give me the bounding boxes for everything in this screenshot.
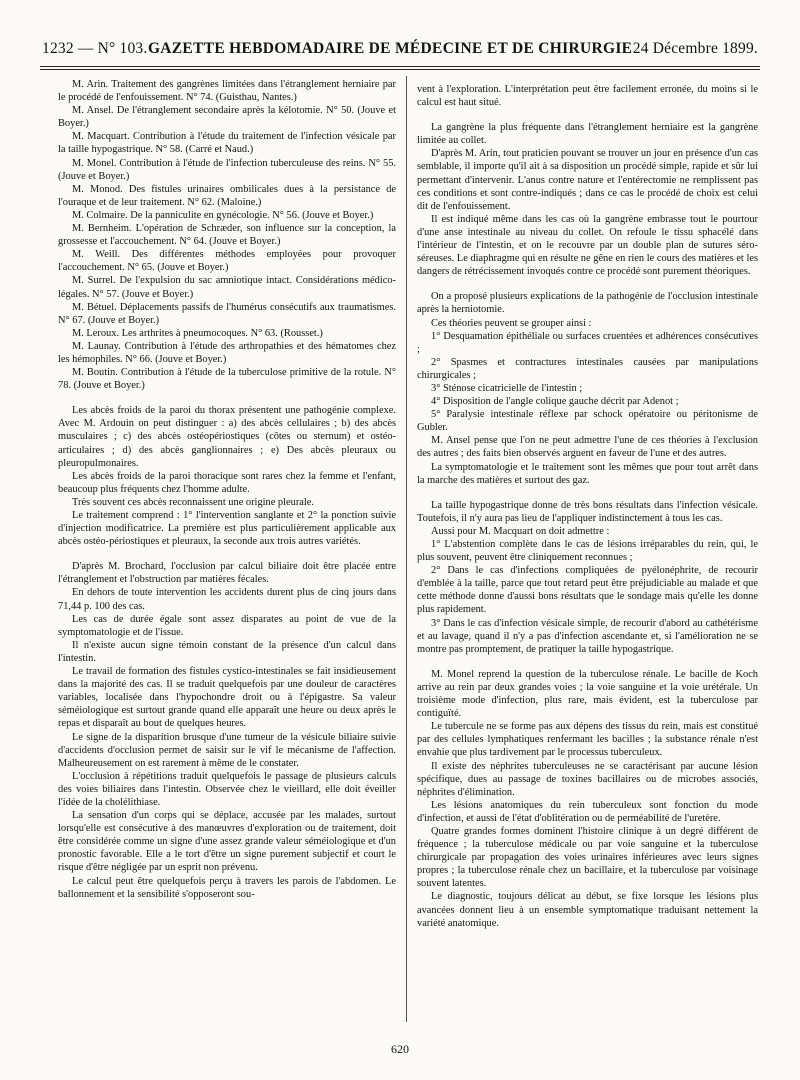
bib-entry: M. Arin. Traitement des gangrènes limitées dans l'étranglement herniaire par le procédé de l'enfouissement. N° 74. (Guisthau, Nantes.) bbox=[58, 79, 396, 104]
list-item: 2° Dans le cas d'infections compliquées de pyélonéphrite, de recourir d'emblée à la taille, parce que tout retard peut être préjudiciable au malade et que cette méthode donne d'aussi bons résultats que le sondage mais qu'elle les donne plus rapidement. bbox=[417, 565, 758, 616]
paragraph: D'après M. Arin, tout praticien pouvant se trouver un jour en présence d'un cas semblable, il importe qu'il ait à sa disposition un procédé simple, rapide et sûr lui permettant d'intervenir. L'anus contre nature et l'entérectomie ne remplissent pas ces conditions et sont contre-indiqués ; dans ce cas le procédé de choix est celui dit de l'enfouissement. bbox=[417, 148, 758, 212]
bib-entry: M. Surrel. De l'expulsion du sac amniotique intact. Considérations médico-légales. N° 57. (Jouve et Boyer.) bbox=[58, 275, 396, 300]
journal-title: GAZETTE HEBDOMADAIRE DE MÉDECINE ET DE CHIRURGIE bbox=[147, 40, 633, 57]
header-rule bbox=[40, 66, 760, 70]
section-gap bbox=[417, 278, 758, 290]
list-item: 1° L'abstention complète dans le cas de lésions irréparables du rein, qui, le plus souvent, peuvent être cliniquement reconnues ; bbox=[417, 539, 758, 564]
issue-date: 24 Décembre 1899. bbox=[632, 40, 758, 57]
paragraph: M. Monel reprend la question de la tuberculose rénale. Le bacille de Koch arrive au rein par deux grandes voies ; la voie sanguine et la voie urétérale. Un troisième mode d'infection, plus rare, mais évident, est la tuberculose par contiguïté. bbox=[417, 668, 758, 720]
paragraph: Le signe de la disparition brusque d'une tumeur de la vésicule biliaire suivie d'accidents d'occlusion permet de saisir sur le vif le mécanisme de l'affection. Malheureusement on est rarement à même de le constater. bbox=[58, 731, 396, 769]
page-number: 620 bbox=[391, 1042, 409, 1056]
section-thorax bbox=[58, 404, 396, 548]
paragraph: La sensation d'un corps qui se déplace, accusée par les malades, surtout lorsqu'elle est consécutive à des manœuvres d'exploration ou de traitement, doit être considérée comme un signe d'une assez grande valeur séméiologique et d'un pronostic favorable. Elle a le tort d'être un signe purement subjectif et court le risque d'être négligée par un esprit non prévenu. bbox=[58, 810, 396, 874]
paragraph: Les cas de durée égale sont assez disparates au point de vue de la symptomatologie et de l'issue. bbox=[58, 613, 396, 638]
list-item: 1° Desquamation épithéliale ou surfaces cruentées et adhérences consécutives ; bbox=[417, 330, 758, 355]
list-item: 4° Disposition de l'angle colique gauche décrit par Adenot ; bbox=[431, 396, 679, 408]
paragraph: Le tubercule ne se forme pas aux dépens des tissus du rein, mais est constitué par des cellules lymphatiques renfermant les bacilles ; la substance rénale n'est envahie que plus tardivement par le processus tuberculeux. bbox=[417, 721, 758, 759]
paragraph: On a proposé plusieurs explications de la pathogénie de l'occlusion intestinale après la herniotomie. bbox=[417, 291, 758, 316]
bib-entry: M. Weill. Des différentes méthodes employées pour provoquer l'accouchement. N° 65. (Jouve et Boyer.) bbox=[58, 249, 396, 274]
running-header bbox=[42, 40, 758, 62]
paragraph: Quatre grandes formes dominent l'histoire clinique à un degré différent de fréquence ; la tuberculose médicale ou par voie sanguine et la tuberculose chirurgicale par propagation des voies urinaires inférieures avec leurs signes propres ; la tuberculose rénale chez un bacillaire, et la tuberculose par voisinage souvent latentes. bbox=[417, 825, 758, 890]
bib-entry: M. Leroux. Les arthrites à pneumocoques. N° 63. (Rousset.) bbox=[72, 327, 323, 339]
paragraph: D'après M. Brochard, l'occlusion par calcul biliaire doit être placée entre l'étranglement et l'obstruction par matières fécales. bbox=[58, 561, 396, 586]
section-tuberculose bbox=[417, 668, 758, 930]
paragraph: Le travail de formation des fistules cystico-intestinales se fait insidieusement dans la majorité des cas. Il se traduit quelquefois par une douleur de caractères variables, localisée dans l'hypochondre droit ou à l'épigastre. Sa valeur séméiologique est surtout grande quand elle apparaît une heure ou deux après le repas et disparaît au bout de quelques heures. bbox=[58, 666, 396, 730]
list-item: 3° Dans le cas d'infection vésicale simple, de recourir d'abord au cathétérisme et au lavage, quand il n'y a pas d'infection ascendante et, si l'amélioration ne se montre pas promptement, de pratiquer la taille hypogastrique. bbox=[417, 617, 758, 655]
paragraph: L'occlusion à répétitions traduit quelquefois le passage de plusieurs calculs des voies biliaires dans l'intestin. Observée chez le vieillard, elle doit éveiller l'idée de la cholélithiase. bbox=[58, 770, 396, 808]
paragraph: En dehors de toute intervention les accidents durent plus de cinq jours dans 71,44 p. 100 des cas. bbox=[58, 587, 396, 612]
bib-entry: M. Colmaire. De la panniculite en gynécologie. N° 56. (Jouve et Boyer.) bbox=[72, 209, 374, 221]
paragraph: La gangrène la plus fréquente dans l'étranglement herniaire est la gangrène limitée au collet. bbox=[417, 122, 758, 147]
column-divider bbox=[406, 76, 407, 1022]
section-continuation bbox=[417, 83, 758, 109]
paragraph: Ces théories peuvent se grouper ainsi : bbox=[431, 317, 592, 329]
paragraph: Les lésions anatomiques du rein tuberculeux sont fonction du mode d'infection, et aussi de l'état d'oblitération ou de perméabilité de l'uretère. bbox=[417, 799, 758, 824]
section-gap bbox=[58, 548, 396, 560]
bib-entry: M. Launay. Contribution à l'étude des arthropathies et des hématomes chez les hémophiles. N° 66. (Jouve et Boyer.) bbox=[58, 340, 396, 365]
paragraph: Le traitement comprend : 1° l'intervention sanglante et 2° la ponction suivie d'injection modificatrice. La première est plus particulièrement applicable aux abcès ostéo-périostiques et pleuraux, la seconde aux trois autres variétés. bbox=[58, 510, 396, 548]
paragraph: Aussi pour M. Macquart on doit admettre : bbox=[431, 525, 610, 537]
section-herniotomie bbox=[417, 290, 758, 486]
paragraph: La symptomatologie et le traitement sont les mêmes que pour tout arrêt dans la marche des matières et surtout des gaz. bbox=[417, 461, 758, 486]
section-gap bbox=[417, 487, 758, 499]
paragraph: Il n'existe aucun signe témoin constant de la présence d'un calcul dans l'intestin. bbox=[58, 639, 396, 664]
left-column bbox=[58, 78, 396, 901]
paragraph: Très souvent ces abcès reconnaissent une origine pleurale. bbox=[72, 496, 314, 508]
bib-entry: M. Bétuel. Déplacements passifs de l'humérus consécutifs aux traumatismes. N° 67. (Jouve et Boyer.) bbox=[58, 301, 396, 326]
bib-entry: M. Monel. Contribution à l'étude de l'infection tuberculeuse des reins. N° 55. (Jouve et Boyer.) bbox=[58, 157, 396, 182]
section-gap bbox=[58, 392, 396, 404]
section-gangrene bbox=[417, 121, 758, 278]
paragraph: Le calcul peut être quelquefois perçu à travers les parois de l'abdomen. Le ballonnement et la sensibilité s'opposeront sou- bbox=[58, 875, 396, 900]
section-gap bbox=[417, 109, 758, 121]
paragraph: La taille hypogastrique donne de très bons résultats dans l'infection vésicale. Toutefois, il n'y aura pas lieu de l'appliquer indistinctement à tous les cas. bbox=[417, 499, 758, 524]
section-taille bbox=[417, 499, 758, 656]
paragraph: Il est indiqué même dans les cas où la gangrène embrasse tout le pourtour d'une anse intestinale au niveau du collet. On refoule le tissu sphacélé dans l'intérieur de l'intestin, et on le recouvre par un double plan de sutures séro-séreuses. Le diaphragme qui en résulte ne gêne en rien le cours des matières et les dangers de rétrécissement invoqués contre ce procédé sont purement théoriques. bbox=[417, 213, 758, 278]
paragraph: Les abcès froids de la paroi du thorax présentent une pathogénie complexe. Avec M. Ardouin on peut distinguer : a) des abcès cellulaires ; b) des abcès musculaires ; c) des abcès ostéopériostiques (côtes ou sternum) et ostéo-articulaires ; d) des abcès ganglionnaires ; e) Des abcès pleuraux ou pleuropulmonaires. bbox=[58, 405, 396, 469]
list-item: 2° Spasmes et contractures intestinales causées par manipulations chirurgicales ; bbox=[417, 356, 758, 381]
bib-entry: M. Bernheim. L'opération de Schræder, son influence sur la conception, la grossesse et l'accouchement. N° 64. (Jouve et Boyer.) bbox=[58, 223, 396, 248]
section-gap bbox=[417, 656, 758, 668]
paragraph: Il existe des néphrites tuberculeuses ne se caractérisant par aucune lésion spécifique, dues au passage de toxines bacillaires ou de microbes associés, néphrites d'élimination. bbox=[417, 760, 758, 798]
paragraph: M. Ansel pense que l'on ne peut admettre l'une de ces théories à l'exclusion des autres ; des faits bien observés arguent en faveur de l'une et des autres. bbox=[417, 435, 758, 460]
bib-entry: M. Macquart. Contribution à l'étude du traitement de l'infection vésicale par la taille hypogastrique. N° 58. (Carré et Naud.) bbox=[58, 131, 396, 156]
right-column bbox=[417, 83, 758, 930]
page-issue-number: 1232 — N° 103. bbox=[42, 40, 148, 57]
paragraph: Les abcès froids de la paroi thoracique sont rares chez la femme et l'enfant, beaucoup plus fréquents chez l'homme adulte. bbox=[58, 470, 396, 495]
list-item: 3° Sténose cicatricielle de l'intestin ; bbox=[431, 382, 583, 394]
section-occlusion bbox=[58, 560, 396, 900]
bib-entry: M. Boutin. Contribution à l'étude de la tuberculose primitive de la rotule. N° 78. (Jouve et Boyer.) bbox=[58, 367, 396, 392]
list-item: 5° Paralysie intestinale réflexe par schock opératoire ou péritonisme de Gubler. bbox=[417, 409, 758, 434]
bibliography-list bbox=[58, 78, 396, 392]
bib-entry: M. Monod. Des fistules urinaires ombilicales dues à la persistance de l'ouraque et de leur traitement. N° 62. (Maloine.) bbox=[58, 183, 396, 208]
bib-entry: M. Ansel. De l'étranglement secondaire après la kélotomie. N° 50. (Jouve et Boyer.) bbox=[58, 105, 396, 130]
paragraph: vent à l'exploration. L'interprétation peut être facilement erronée, du moins si le calcul est haut situé. bbox=[417, 84, 758, 109]
paragraph: Le diagnostic, toujours délicat au début, se fixe lorsque les lésions plus avancées donnent lieu à un ensemble symptomatique traduisant nettement la variété anatomique. bbox=[417, 891, 758, 929]
